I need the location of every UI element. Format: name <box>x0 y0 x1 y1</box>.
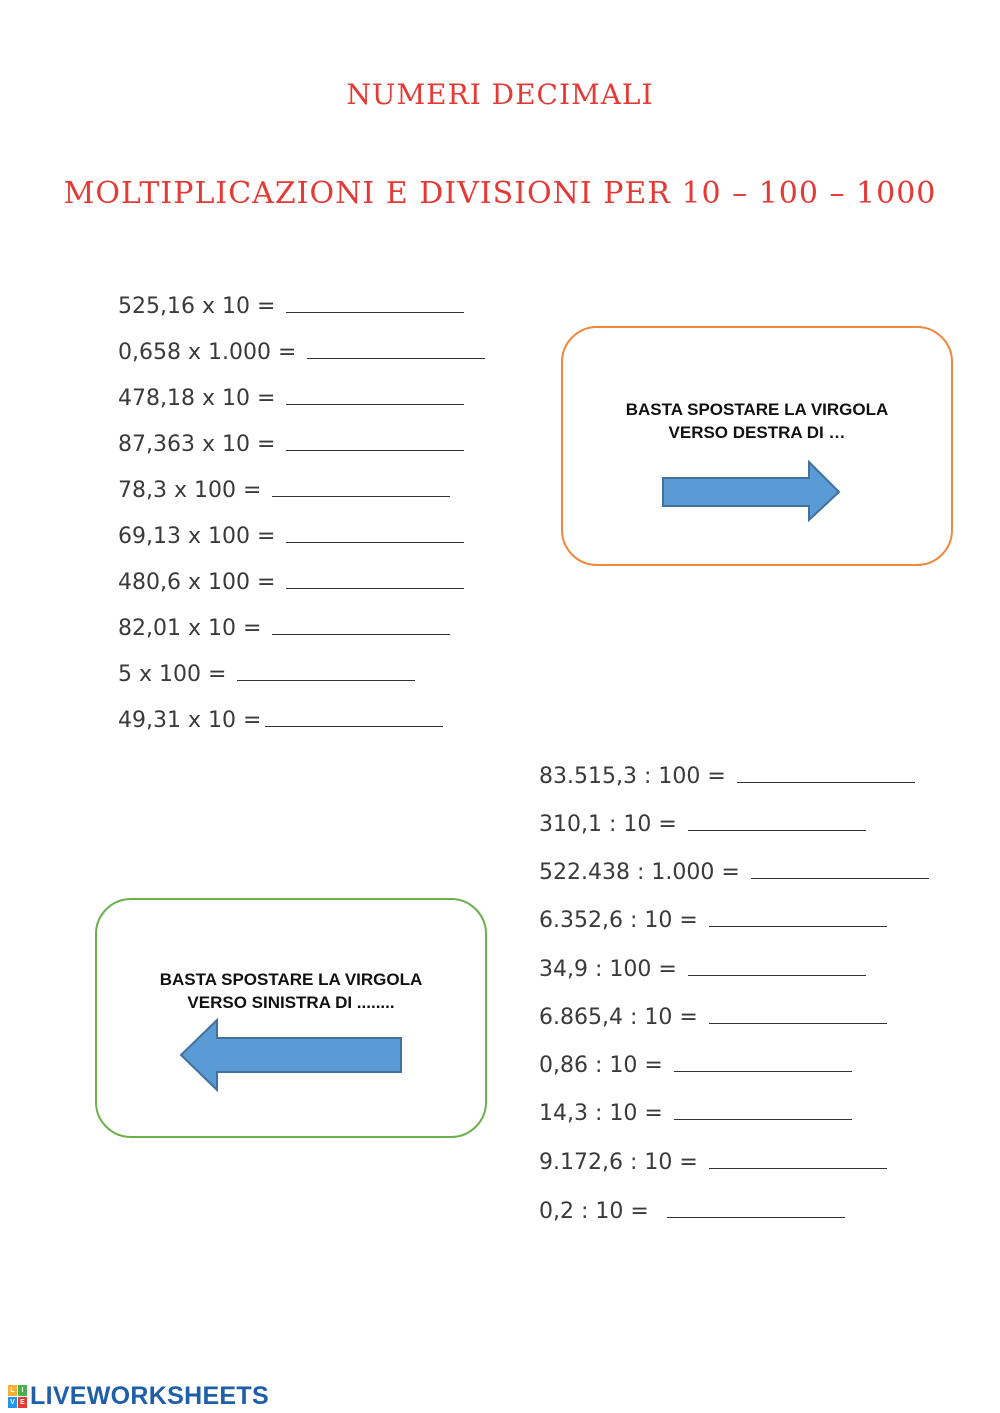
answer-blank[interactable] <box>709 904 887 927</box>
liveworksheets-logo-icon <box>8 1385 27 1408</box>
division-exercise <box>539 1049 852 1079</box>
division-exercise <box>539 904 887 934</box>
exercise-text: 0,86 : 10 = <box>539 1053 663 1078</box>
exercise-text: 525,16 x 10 = <box>118 294 276 319</box>
logo-text: LIVEWORKSHEETS <box>30 1381 269 1410</box>
division-exercise <box>539 1097 852 1127</box>
multiplication-exercise <box>118 566 464 596</box>
multiplication-exercise <box>118 336 485 366</box>
answer-blank[interactable] <box>272 612 450 635</box>
answer-blank[interactable] <box>688 953 866 976</box>
page-title: NUMERI DECIMALI <box>346 78 654 111</box>
answer-blank[interactable] <box>286 428 464 451</box>
answer-blank[interactable] <box>709 1146 887 1169</box>
answer-blank[interactable] <box>265 704 443 727</box>
exercise-text: 83.515,3 : 100 = <box>539 764 726 789</box>
answer-blank[interactable] <box>751 856 929 879</box>
hint-line: BASTA SPOSTARE LA VIRGOLA <box>625 400 889 419</box>
exercise-text: 82,01 x 10 = <box>118 616 262 641</box>
division-exercise <box>539 856 929 886</box>
answer-blank[interactable] <box>709 1001 887 1024</box>
logo-letter: I <box>18 1385 27 1396</box>
exercise-text: 5 x 100 = <box>118 662 227 687</box>
exercise-text: 480,6 x 100 = <box>118 570 276 595</box>
exercise-text: 522.438 : 1.000 = <box>539 860 740 885</box>
answer-blank[interactable] <box>667 1195 845 1218</box>
exercise-text: 49,31 x 10 = <box>118 708 262 733</box>
answer-blank[interactable] <box>286 290 464 313</box>
exercise-text: 478,18 x 10 = <box>118 386 276 411</box>
arrow-right-icon <box>661 460 843 524</box>
division-exercise <box>539 1146 887 1176</box>
exercise-text: 78,3 x 100 = <box>118 478 262 503</box>
exercise-text: 34,9 : 100 = <box>539 957 677 982</box>
multiplication-exercise <box>118 658 415 688</box>
answer-blank[interactable] <box>674 1049 852 1072</box>
hint-line: VERSO SINISTRA DI ........ <box>187 993 395 1012</box>
hint-box-divide <box>95 898 487 1138</box>
division-exercise <box>539 1001 887 1031</box>
multiplication-exercise <box>118 428 464 458</box>
multiplication-exercise <box>118 382 464 412</box>
exercise-text: 87,363 x 10 = <box>118 432 276 457</box>
page-subtitle: MOLTIPLICAZIONI E DIVISIONI PER 10 – 100 – 1000 <box>63 176 937 211</box>
exercise-text: 310,1 : 10 = <box>539 812 677 837</box>
answer-blank[interactable] <box>286 566 464 589</box>
hint-text <box>97 968 485 1014</box>
multiplication-exercise <box>118 474 450 504</box>
hint-text <box>563 398 951 444</box>
multiplication-exercise <box>118 290 464 320</box>
multiplication-exercise <box>118 704 443 734</box>
answer-blank[interactable] <box>272 474 450 497</box>
exercise-text: 9.172,6 : 10 = <box>539 1150 698 1175</box>
division-exercise <box>539 808 866 838</box>
logo-letter: E <box>18 1397 27 1408</box>
exercise-text: 6.865,4 : 10 = <box>539 1005 698 1030</box>
division-exercise <box>539 1195 845 1225</box>
answer-blank[interactable] <box>307 336 485 359</box>
answer-blank[interactable] <box>688 808 866 831</box>
exercise-text: 0,2 : 10 = <box>539 1199 649 1224</box>
logo-letter: V <box>8 1397 17 1408</box>
exercise-text: 69,13 x 100 = <box>118 524 276 549</box>
answer-blank[interactable] <box>286 520 464 543</box>
answer-blank[interactable] <box>737 760 915 783</box>
answer-blank[interactable] <box>674 1097 852 1120</box>
exercise-text: 6.352,6 : 10 = <box>539 908 698 933</box>
exercise-text: 0,658 x 1.000 = <box>118 340 297 365</box>
hint-line: BASTA SPOSTARE LA VIRGOLA <box>159 970 423 989</box>
hint-line: VERSO DESTRA DI … <box>668 423 846 442</box>
answer-blank[interactable] <box>286 382 464 405</box>
multiplication-exercise <box>118 612 450 642</box>
answer-blank[interactable] <box>237 658 415 681</box>
multiplication-exercise <box>118 520 464 550</box>
exercise-text: 14,3 : 10 = <box>539 1101 663 1126</box>
arrow-left-icon <box>179 1018 405 1092</box>
division-exercise <box>539 760 915 790</box>
hint-box-multiply <box>561 326 953 566</box>
logo-letter: L <box>8 1385 17 1396</box>
division-exercise <box>539 953 866 983</box>
liveworksheets-logo[interactable] <box>8 1381 269 1411</box>
